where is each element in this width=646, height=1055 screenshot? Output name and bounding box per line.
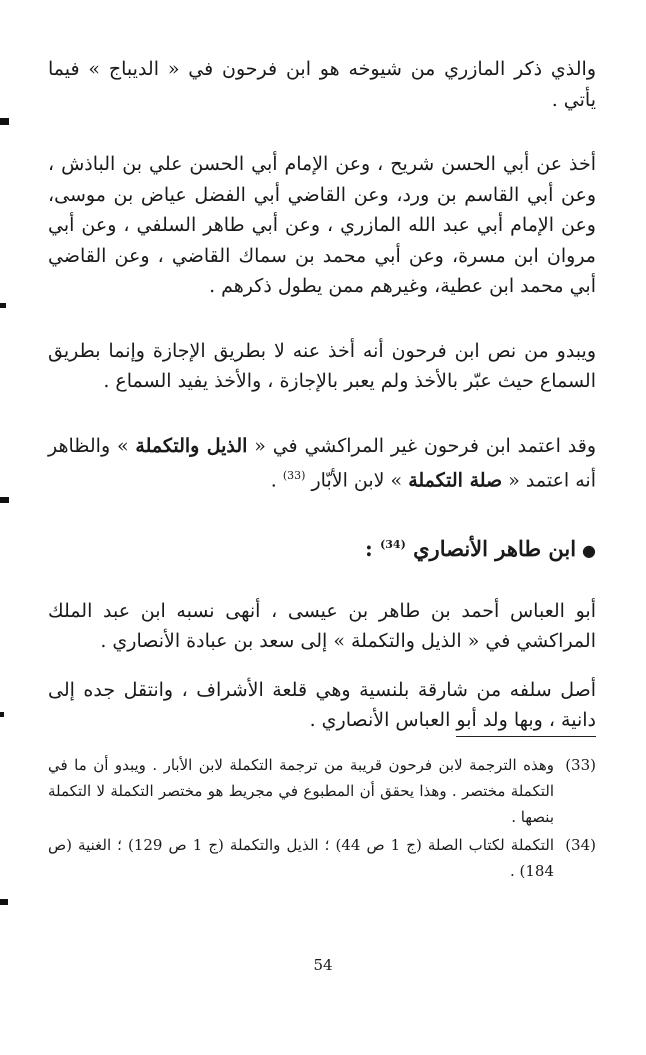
- section-heading: [48, 530, 596, 566]
- paragraph-4-part-c: » والظاهر أنه اعتمد «: [48, 434, 596, 492]
- paragraph-4: [48, 431, 596, 496]
- book-title-dhayl: الذيل والتكملة: [135, 434, 248, 457]
- footnote-number: (34): [565, 836, 596, 854]
- footnote-number: (33): [565, 756, 596, 774]
- footnotes: [48, 752, 596, 886]
- footnote-ref-33: (33): [282, 469, 306, 482]
- scan-edge-mark: [0, 118, 9, 125]
- page-number: 54: [313, 956, 333, 974]
- paragraph-5: أبو العباس أحمد بن طاهر بن عيسى ، أنهى نسبه ابن عبد الملك المراكشي في « الذيل والتكملة » إلى سعد بن عبادة الأنصاري .: [48, 599, 596, 653]
- bullet-icon: ●: [582, 540, 596, 560]
- page-body: [48, 54, 596, 770]
- paragraph-2: أخذ عن أبي الحسن شريح ، وعن الإمام أبي الحسن علي بن الباذش ، وعن أبي القاسم بن ورد، وعن القاضي أبي الفضل عياض بن موسى، وعن الإمام أبي عبد الله المازري ، وعن أبي طاهر السلفي ، وعن أبي مروان ابن مسرة، وعن أبي محمد بن سماك القاضي ، وعن القاضي أبي محمد ابن عطية، وغيرهم ممن يطول ذكرهم .: [48, 153, 596, 297]
- paragraph-4-part-f: .: [270, 469, 283, 492]
- footnote-text: التكملة لكتاب الصلة (ج 1 ص 44) ؛ الذيل والتكملة (ج 1 ص 129) ؛ الغنية (ص 184) .: [48, 836, 555, 880]
- paragraph-3: ويبدو من نص ابن فرحون أنه أخذ عنه لا بطريق الإجازة وإنما بطريق السماع حيث عبّر بالأخذ ولم يعبر بالإجازة ، والأخذ يفيد السماع .: [48, 339, 596, 392]
- footnote-ref-34: (34): [380, 537, 406, 551]
- footnote-separator: [456, 736, 596, 737]
- paragraph-6: أصل سلفه من شارقة بلنسية وهي قلعة الأشراف ، وانتقل جده إلى دانية ، وبها ولد أبو العباس الأنصاري .: [48, 678, 596, 732]
- footnote-text: وهذه الترجمة لابن فرحون قريبة من ترجمة التكملة لابن الأبار . ويبدو أن ما في التكملة مختصر . وهذا يحقق أن المطبوع في مجريط هو مختصر التكملة لا التكملة بنصها .: [48, 756, 554, 826]
- scan-edge-mark: [0, 899, 8, 905]
- scan-edge-mark: [0, 712, 4, 717]
- footnote-34: [48, 832, 596, 884]
- scan-edge-mark: [0, 497, 9, 503]
- book-title-sila: صلة التكملة: [408, 469, 503, 492]
- heading-suffix: :: [364, 535, 381, 561]
- paragraph-1: والذي ذكر المازري من شيوخه هو ابن فرحون في « الديباج » فيما يأتي .: [48, 58, 596, 111]
- paragraph-4-part-e: » لابن الأبّار: [305, 469, 409, 492]
- paragraph-4-part-a: وقد اعتمد ابن فرحون غير المراكشي في «: [247, 434, 596, 457]
- scan-edge-mark: [0, 303, 6, 308]
- footnote-33: [48, 752, 596, 830]
- section-title: ابن طاهر الأنصاري: [413, 535, 577, 561]
